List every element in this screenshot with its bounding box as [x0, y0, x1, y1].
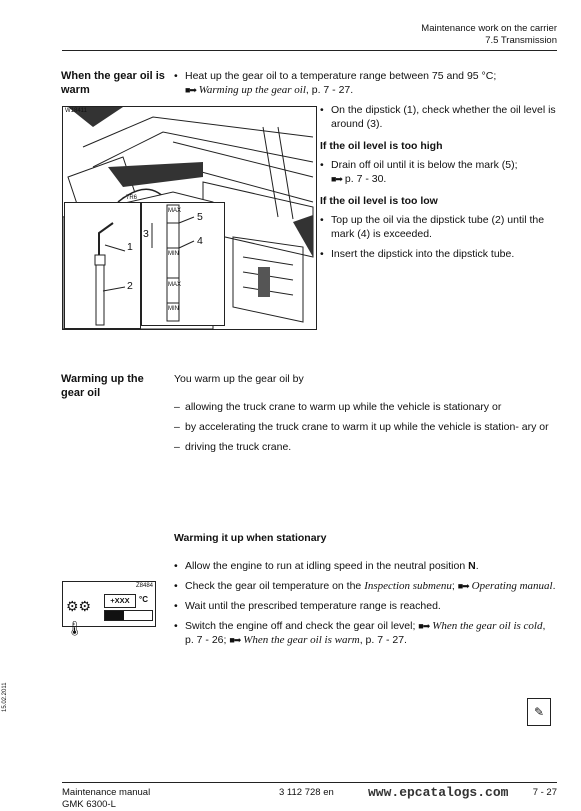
figure-temperature-display: [62, 581, 156, 636]
running-header: [421, 23, 557, 47]
subsection-title: Warming it up when stationary: [174, 532, 327, 544]
reference-arrow-icon: ■➡: [457, 581, 469, 591]
dash-item: – allowing the truck crane to warm up while the vehicle is stationary or: [174, 401, 502, 413]
inset-dipstick-tube: [64, 202, 141, 329]
header-chapter: Maintenance work on the carrier: [421, 23, 557, 34]
step-switch-off: • Switch the engine off and check the gear oil level; ■➡ When the gear oil is cold, p. 7 - 26; ■➡ When the gear oil is warm, p. 7 - 27.: [174, 620, 546, 646]
link-inspection-submenu[interactable]: Inspection submenu: [364, 580, 452, 592]
reference-link[interactable]: ■➡ Warming up the gear oil: [185, 84, 306, 96]
mark-max-lower: MAX: [168, 282, 182, 288]
dash-item: – by accelerating the truck crane to warm it up while the vehicle is station- ary or: [174, 421, 549, 433]
section-heading-warming-up: Warming up the gear oil: [61, 373, 144, 399]
label-2: 2: [127, 280, 133, 292]
dash-item: – driving the truck crane.: [174, 441, 292, 453]
step-drain: • Drain off oil until it is below the mark (5); ■➡ p. 7 - 30.: [320, 159, 518, 185]
dipstick-marks-drawing: [142, 203, 224, 325]
header-section: 7.5 Transmission: [485, 35, 557, 46]
watermark: www.epcatalogs.com: [368, 785, 509, 800]
step-insert: • Insert the dipstick into the dipstick tube.: [320, 248, 515, 260]
step-idle: • Allow the engine to run at idling speed in the neutral position N.: [174, 560, 479, 572]
too-high-title: If the oil level is too high: [320, 140, 443, 152]
mark-min-upper: MIN: [168, 251, 179, 257]
gear-thermometer-icon: ⚙⚙🌡: [66, 598, 92, 636]
dipstick-tube-drawing: [65, 203, 140, 328]
warming-up-text: [174, 372, 556, 454]
footer-left: Maintenance manual GMK 6300-L: [62, 787, 151, 810]
section-heading-warm: When the gear oil is warm: [61, 70, 165, 96]
mark-max-upper: MAX: [168, 208, 182, 214]
too-low-title: If the oil level is too low: [320, 195, 438, 207]
label-3: 3: [143, 228, 149, 240]
reference-arrow-icon[interactable]: ■➡: [331, 174, 342, 184]
step-check-temp: • Check the gear oil temperature on the Inspection submenu; ■➡ Operating manual.: [174, 580, 556, 592]
step-dipstick: • On the dipstick (1), check whether the oil level is around (3).: [320, 104, 556, 130]
header-rule: [62, 50, 557, 51]
mark-min-lower: MIN: [168, 306, 179, 312]
reference-arrow-icon: ■➡: [185, 85, 196, 95]
reference-arrow-icon: ■➡: [418, 621, 430, 631]
figure-id: Z8484: [135, 583, 153, 589]
step-wait: • Wait until the prescribed temperature range is reached.: [174, 600, 441, 612]
figure-code: 7R6: [126, 195, 138, 201]
inset-dipstick-marks: [141, 202, 225, 326]
reference-arrow-icon: ■➡: [229, 635, 241, 645]
page-number: 7 - 27: [532, 787, 557, 798]
intro-text: You warm up the gear oil by: [174, 373, 304, 385]
label-4: 4: [197, 235, 203, 247]
label-1: 1: [127, 241, 133, 253]
link-operating-manual[interactable]: Operating manual: [471, 580, 553, 592]
link-gear-oil-cold[interactable]: When the gear oil is cold: [432, 620, 543, 632]
temperature-bar-fill: [105, 611, 124, 620]
temperature-unit: °C: [139, 595, 148, 604]
figure-id: W18411: [65, 108, 87, 114]
steps-column: [320, 103, 556, 261]
link-gear-oil-warm[interactable]: When the gear oil is warm: [243, 634, 360, 646]
figure-dipstick: [62, 106, 317, 330]
footer-doc-number: 3 112 728 en: [279, 787, 334, 798]
print-date: 15.02.2011: [2, 682, 8, 712]
footer-rule: [62, 782, 557, 783]
manual-icon: ✎: [527, 698, 551, 726]
temperature-bar: [104, 610, 153, 621]
bullet-heat-up: • Heat up the gear oil to a temperature range between 75 and 95 °C; ■➡ Warming up the gear oil, p. 7 - 27.: [174, 70, 497, 96]
stationary-steps: [174, 559, 556, 647]
label-5: 5: [197, 211, 203, 223]
temperature-value: +XXX: [104, 594, 136, 608]
step-top-up: • Top up the oil via the dipstick tube (2) until the mark (4) is exceeded.: [320, 214, 545, 240]
